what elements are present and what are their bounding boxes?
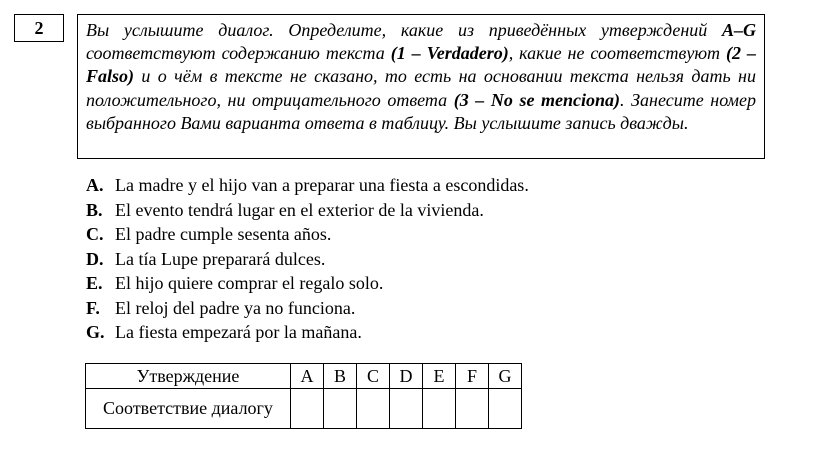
statement-text: El evento tendrá lugar en el exterior de la vivienda.	[115, 199, 484, 220]
instruction-bold-range: A–G	[721, 20, 756, 40]
statement-text: La fiesta empezará por la mañana.	[115, 322, 362, 342]
answer-table-column-header: G	[489, 364, 522, 389]
instruction-text: , какие не соответствуют	[508, 43, 727, 64]
instruction-bold-not-mentioned: (3 – No se menciona)	[453, 89, 621, 110]
answer-table-answer-row	[86, 389, 522, 429]
answer-table-column-header: B	[324, 364, 357, 389]
answer-table-column-header: C	[357, 364, 390, 389]
instruction-box	[77, 14, 765, 159]
statement-text: La tía Lupe preparará dulces.	[115, 248, 326, 269]
statement-letter: D.	[86, 248, 104, 269]
instruction-text: Вы услышите диалог. Определите, какие из приведённых утверждений	[86, 20, 722, 40]
answer-cell-g[interactable]	[489, 389, 522, 429]
statement-letter: A.	[86, 175, 104, 195]
statement-item	[86, 247, 529, 272]
answer-cell-d[interactable]	[390, 389, 423, 429]
answer-cell-f[interactable]	[456, 389, 489, 429]
answer-table-column-header: D	[390, 364, 423, 389]
answer-cell-a[interactable]	[291, 389, 324, 429]
statement-text: El reloj del padre ya no funciona.	[115, 297, 356, 318]
statement-item	[86, 296, 529, 321]
instruction-bold-false: (2 – Falso)	[86, 43, 756, 87]
statement-letter: G.	[86, 322, 105, 342]
answer-cell-e[interactable]	[423, 389, 456, 429]
answer-table-column-header: F	[456, 364, 489, 389]
answer-table-column-header: E	[423, 364, 456, 389]
instruction-text: . Занесите номер выбранного Вами варианта ответа в таблицу. Вы услышите запись дважды.	[86, 89, 756, 133]
statement-text: La madre y el hijo van a preparar una fiesta a escondidas.	[115, 175, 529, 195]
statement-item	[86, 198, 529, 223]
statement-letter: E.	[86, 273, 103, 293]
answer-table-column-header: A	[291, 364, 324, 389]
statement-letter: F.	[86, 297, 100, 318]
statement-letter: C.	[86, 224, 104, 244]
task-number: 2	[14, 14, 64, 42]
answer-table-header-label: Утверждение	[86, 364, 291, 389]
instruction-bold-true: (1 – Verdadero)	[390, 43, 509, 64]
statement-item	[86, 222, 529, 247]
instruction-text: и о чём в тексте не сказано, то есть на основании текста нельзя дать ни положительного, ни отрицательного ответа	[86, 66, 756, 110]
statement-item	[86, 320, 529, 345]
statement-item	[86, 173, 529, 198]
statement-text: El hijo quiere comprar el regalo solo.	[115, 273, 384, 293]
answer-table-row-label: Соответствие диалогу	[86, 389, 291, 429]
statement-item	[86, 271, 529, 296]
answer-table	[85, 363, 522, 429]
answer-cell-c[interactable]	[357, 389, 390, 429]
statement-text: El padre cumple sesenta años.	[115, 224, 332, 244]
answer-cell-b[interactable]	[324, 389, 357, 429]
statements-list	[86, 173, 529, 345]
answer-table-header-row	[86, 364, 522, 389]
statement-letter: B.	[86, 199, 103, 220]
instruction-text: соответствуют содержанию текста	[86, 43, 391, 64]
